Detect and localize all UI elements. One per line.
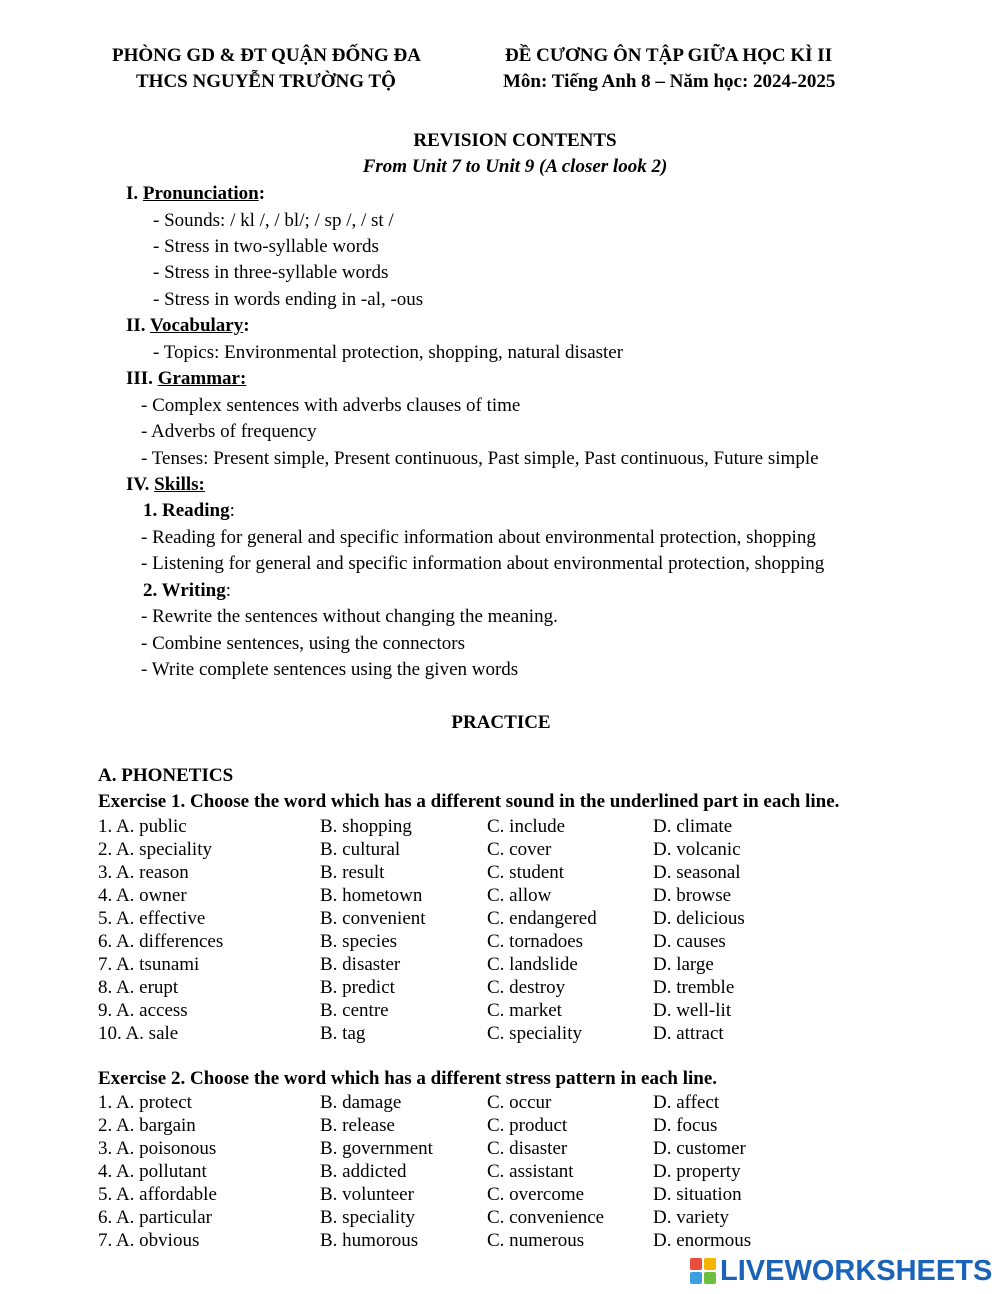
answer-option[interactable]: 7. A. obvious	[98, 1230, 200, 1251]
answer-option[interactable]: C. allow	[487, 885, 552, 906]
list-item: - Write complete sentences using the given words	[141, 659, 519, 680]
school-dept: PHÒNG GD & ĐT QUẬN ĐỐNG ĐA	[112, 45, 421, 66]
section-title: Vocabulary	[149, 315, 244, 336]
question-row	[98, 1114, 978, 1137]
question-row	[98, 1091, 978, 1114]
answer-option[interactable]: B. addicted	[320, 1161, 407, 1182]
section-skills	[126, 474, 205, 496]
answer-option[interactable]: D. climate	[653, 816, 733, 837]
answer-option[interactable]: 5. A. effective	[98, 908, 206, 929]
list-item: - Tenses: Present simple, Present continuous, Past simple, Past continuous, Future simple	[141, 448, 819, 469]
answer-option[interactable]: D. causes	[653, 931, 726, 952]
answer-option[interactable]: D. enormous	[653, 1230, 752, 1251]
question-row	[98, 1206, 978, 1229]
answer-option[interactable]: D. attract	[653, 1023, 724, 1044]
answer-option[interactable]: B. disaster	[320, 954, 401, 975]
question-row	[98, 884, 978, 907]
list-item: - Rewrite the sentences without changing the meaning.	[141, 606, 558, 627]
question-row	[98, 976, 978, 999]
answer-option[interactable]: C. student	[487, 862, 565, 883]
liveworksheets-logo	[690, 1256, 992, 1286]
answer-option[interactable]: B. centre	[320, 1000, 389, 1021]
answer-option[interactable]: 7. A. tsunami	[98, 954, 200, 975]
section-a-title: A. PHONETICS	[98, 765, 234, 786]
school-name: THCS NGUYỄN TRƯỜNG TỘ	[136, 71, 396, 92]
question-row	[98, 1183, 978, 1206]
answer-option[interactable]: B. shopping	[320, 816, 412, 837]
question-row	[98, 838, 978, 861]
answer-option[interactable]: B. release	[320, 1115, 395, 1136]
section-vocabulary: II. Vocabulary:	[126, 315, 250, 336]
question-row	[98, 930, 978, 953]
doc-subject: Môn: Tiếng Anh 8 – Năm học: 2024-2025	[503, 71, 836, 92]
list-item: - Topics: Environmental protection, shopping, natural disaster	[153, 342, 624, 363]
answer-option[interactable]: B. species	[320, 931, 398, 952]
exercise2-title: Exercise 2. Choose the word which has a different stress pattern in each line.	[98, 1068, 718, 1089]
answer-option[interactable]: C. numerous	[487, 1230, 585, 1251]
answer-option[interactable]: B. hometown	[320, 885, 423, 906]
question-row	[98, 999, 978, 1022]
answer-option[interactable]: C. convenience	[487, 1207, 605, 1228]
question-row	[98, 953, 978, 976]
list-item: - Stress in words ending in -al, -ous	[153, 289, 424, 310]
exercise1-title: Exercise 1. Choose the word which has a different sound in the underlined part in each line.	[98, 791, 840, 812]
answer-option[interactable]: B. humorous	[320, 1230, 419, 1251]
answer-option[interactable]: D. situation	[653, 1184, 742, 1205]
answer-option[interactable]: C. assistant	[487, 1161, 574, 1182]
list-item: - Combine sentences, using the connectors	[141, 633, 465, 654]
answer-option[interactable]: C. product	[487, 1115, 568, 1136]
section-pronunciation: I. Pronunciation:	[126, 183, 266, 204]
answer-option[interactable]: B. result	[320, 862, 385, 883]
answer-option[interactable]: 2. A. bargain	[98, 1115, 196, 1136]
answer-option[interactable]: B. volunteer	[320, 1184, 414, 1205]
answer-option[interactable]: 3. A. reason	[98, 862, 189, 883]
answer-option[interactable]: 4. A. pollutant	[98, 1161, 207, 1182]
answer-option[interactable]: D. affect	[653, 1092, 720, 1113]
answer-option[interactable]: B. government	[320, 1138, 433, 1159]
question-row	[98, 907, 978, 930]
answer-option[interactable]: B. damage	[320, 1092, 402, 1113]
question-row	[98, 1137, 978, 1160]
writing-heading: 2. Writing:	[143, 580, 231, 601]
answer-option[interactable]: 1. A. public	[98, 816, 187, 837]
list-item: - Listening for general and specific information about environmental protection, shopping	[141, 553, 825, 574]
answer-option[interactable]: 1. A. protect	[98, 1092, 192, 1113]
practice-title: PRACTICE	[451, 712, 551, 733]
answer-option[interactable]: 2. A. speciality	[98, 839, 212, 860]
answer-option[interactable]: B. convenient	[320, 908, 426, 929]
question-row	[98, 815, 978, 838]
answer-option[interactable]: 4. A. owner	[98, 885, 187, 906]
answer-option[interactable]: 8. A. erupt	[98, 977, 179, 998]
answer-option[interactable]: D. seasonal	[653, 862, 741, 883]
answer-option[interactable]: B. tag	[320, 1023, 366, 1044]
writing-title: 2. Writing	[143, 580, 226, 601]
section-title: Grammar:	[157, 368, 247, 389]
answer-option[interactable]: D. large	[653, 954, 714, 975]
liveworksheets-text: LIVEWORKSHEETS	[720, 1254, 993, 1287]
reading-heading: 1. Reading:	[143, 500, 235, 521]
section-grammar	[126, 368, 246, 390]
answer-option[interactable]: C. market	[487, 1000, 562, 1021]
section-number: II.	[126, 315, 146, 336]
question-row	[98, 861, 978, 884]
answer-option[interactable]: D. volcanic	[653, 839, 741, 860]
answer-option[interactable]: 3. A. poisonous	[98, 1138, 217, 1159]
list-item: - Reading for general and specific information about environmental protection, shopping	[141, 527, 816, 548]
answer-option[interactable]: C. speciality	[487, 1023, 582, 1044]
list-item: - Stress in two-syllable words	[153, 236, 379, 257]
answer-option[interactable]: C. landslide	[487, 954, 578, 975]
section-number: III.	[126, 368, 153, 389]
answer-option[interactable]: D. property	[653, 1161, 741, 1182]
list-item: - Adverbs of frequency	[141, 421, 317, 442]
answer-option[interactable]: C. occur	[487, 1092, 552, 1113]
answer-option[interactable]: D. tremble	[653, 977, 735, 998]
answer-option[interactable]: D. delicious	[653, 908, 745, 929]
answer-option[interactable]: 6. A. differences	[98, 931, 224, 952]
answer-option[interactable]: C. overcome	[487, 1184, 585, 1205]
list-item: - Sounds: / kl /, / bl/; / sp /, / st /	[153, 210, 394, 231]
answer-option[interactable]: D. variety	[653, 1207, 729, 1228]
reading-title: 1. Reading	[143, 500, 230, 521]
answer-option[interactable]: C. cover	[487, 839, 552, 860]
answer-option[interactable]: D. browse	[653, 885, 732, 906]
answer-option[interactable]: 5. A. affordable	[98, 1184, 217, 1205]
answer-option[interactable]: 9. A. access	[98, 1000, 188, 1021]
question-row	[98, 1022, 978, 1045]
question-row	[98, 1160, 978, 1183]
answer-option[interactable]: D. customer	[653, 1138, 746, 1159]
answer-option[interactable]: C. destroy	[487, 977, 566, 998]
answer-option[interactable]: B. cultural	[320, 839, 401, 860]
list-item: - Complex sentences with adverbs clauses of time	[141, 395, 521, 416]
list-item: - Stress in three-syllable words	[153, 262, 389, 283]
question-row	[98, 1229, 978, 1252]
answer-option[interactable]: C. include	[487, 816, 566, 837]
revision-title: REVISION CONTENTS	[413, 130, 617, 151]
answer-option[interactable]: C. disaster	[487, 1138, 568, 1159]
answer-option[interactable]: C. endangered	[487, 908, 597, 929]
doc-title: ĐỀ CƯƠNG ÔN TẬP GIỮA HỌC KÌ II	[505, 45, 833, 66]
answer-option[interactable]: D. focus	[653, 1115, 718, 1136]
answer-option[interactable]: B. speciality	[320, 1207, 415, 1228]
liveworksheets-icon	[690, 1258, 716, 1284]
answer-option[interactable]: B. predict	[320, 977, 395, 998]
section-title: Skills:	[154, 474, 205, 495]
revision-subtitle: From Unit 7 to Unit 9 (A closer look 2)	[362, 156, 668, 177]
answer-option[interactable]: 6. A. particular	[98, 1207, 212, 1228]
section-title: Pronunciation	[142, 183, 259, 204]
section-number: IV.	[126, 474, 150, 495]
section-number: I.	[126, 183, 139, 204]
answer-option[interactable]: D. well-lit	[653, 1000, 732, 1021]
answer-option[interactable]: C. tornadoes	[487, 931, 584, 952]
answer-option[interactable]: 10. A. sale	[98, 1023, 179, 1044]
